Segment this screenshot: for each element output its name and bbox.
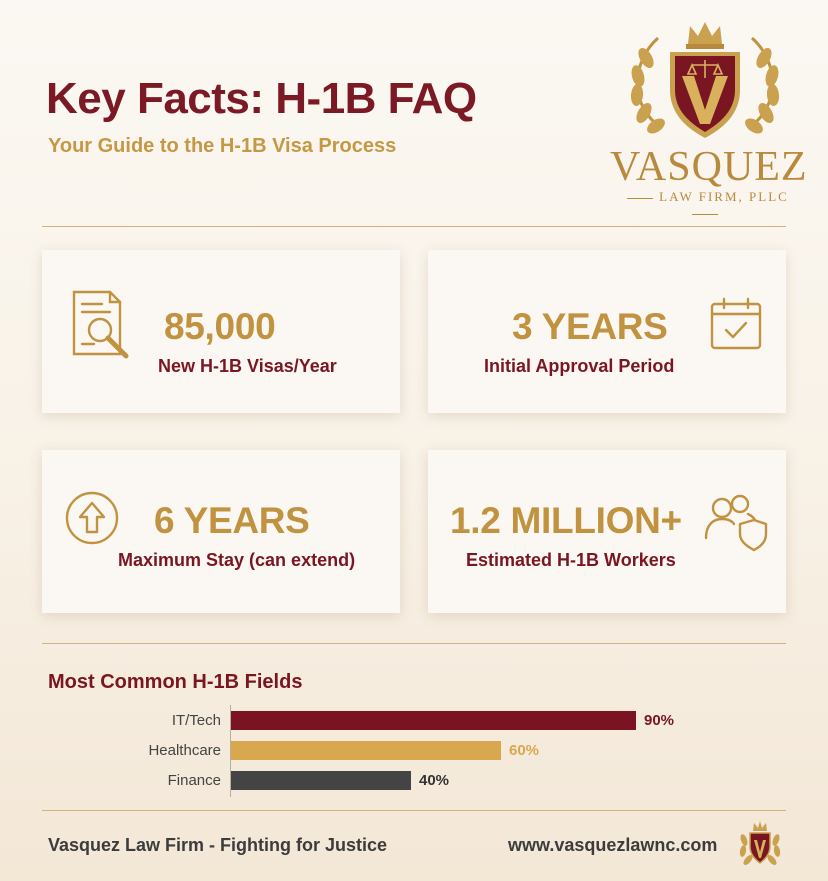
arrow-up-circle-icon	[64, 490, 120, 546]
page-subtitle: Your Guide to the H-1B Visa Process	[48, 135, 397, 157]
divider	[42, 643, 786, 644]
fact-card-visas	[42, 250, 400, 413]
chart-title: Most Common H-1B Fields	[48, 671, 303, 693]
bar	[231, 741, 501, 760]
fact-card-approval	[428, 250, 786, 413]
page-title: Key Facts: H-1B FAQ	[46, 74, 477, 123]
fact-value: 1.2 MILLION+	[450, 500, 682, 541]
fact-value: 3 YEARS	[512, 306, 668, 347]
fact-label: Maximum Stay (can extend)	[118, 550, 356, 570]
bar-value-label: 90%	[644, 712, 675, 729]
logo-subtitle: LAW FIRM, PLLC	[610, 189, 800, 221]
calendar-check-icon	[708, 296, 764, 352]
people-shield-icon	[704, 494, 768, 552]
footer-tagline: Vasquez Law Firm - Fighting for Justice	[48, 835, 388, 855]
fact-value: 6 YEARS	[154, 500, 310, 541]
bar-category-label: Healthcare	[148, 742, 221, 759]
bar	[231, 711, 636, 730]
fact-card-max-stay	[42, 450, 400, 613]
fact-label: Estimated H-1B Workers	[466, 550, 676, 570]
fact-value: 85,000	[164, 306, 276, 347]
logo-name: VASQUEZ	[610, 144, 808, 190]
fact-label: New H-1B Visas/Year	[158, 356, 337, 376]
footer-website-link[interactable]: www.vasquezlawnc.com	[508, 835, 718, 855]
bar-value-label: 40%	[419, 772, 450, 789]
bar	[231, 771, 411, 790]
fact-card-workers	[428, 450, 786, 613]
crest-icon	[735, 820, 785, 870]
bar-category-label: IT/Tech	[171, 712, 221, 729]
divider	[42, 226, 786, 227]
firm-logo[interactable]	[610, 18, 808, 208]
divider	[42, 810, 786, 811]
bar-category-label: Finance	[167, 772, 221, 789]
document-search-icon	[70, 288, 134, 362]
crest-icon	[610, 18, 800, 148]
fact-label: Initial Approval Period	[484, 356, 675, 376]
bar-value-label: 60%	[509, 742, 540, 759]
